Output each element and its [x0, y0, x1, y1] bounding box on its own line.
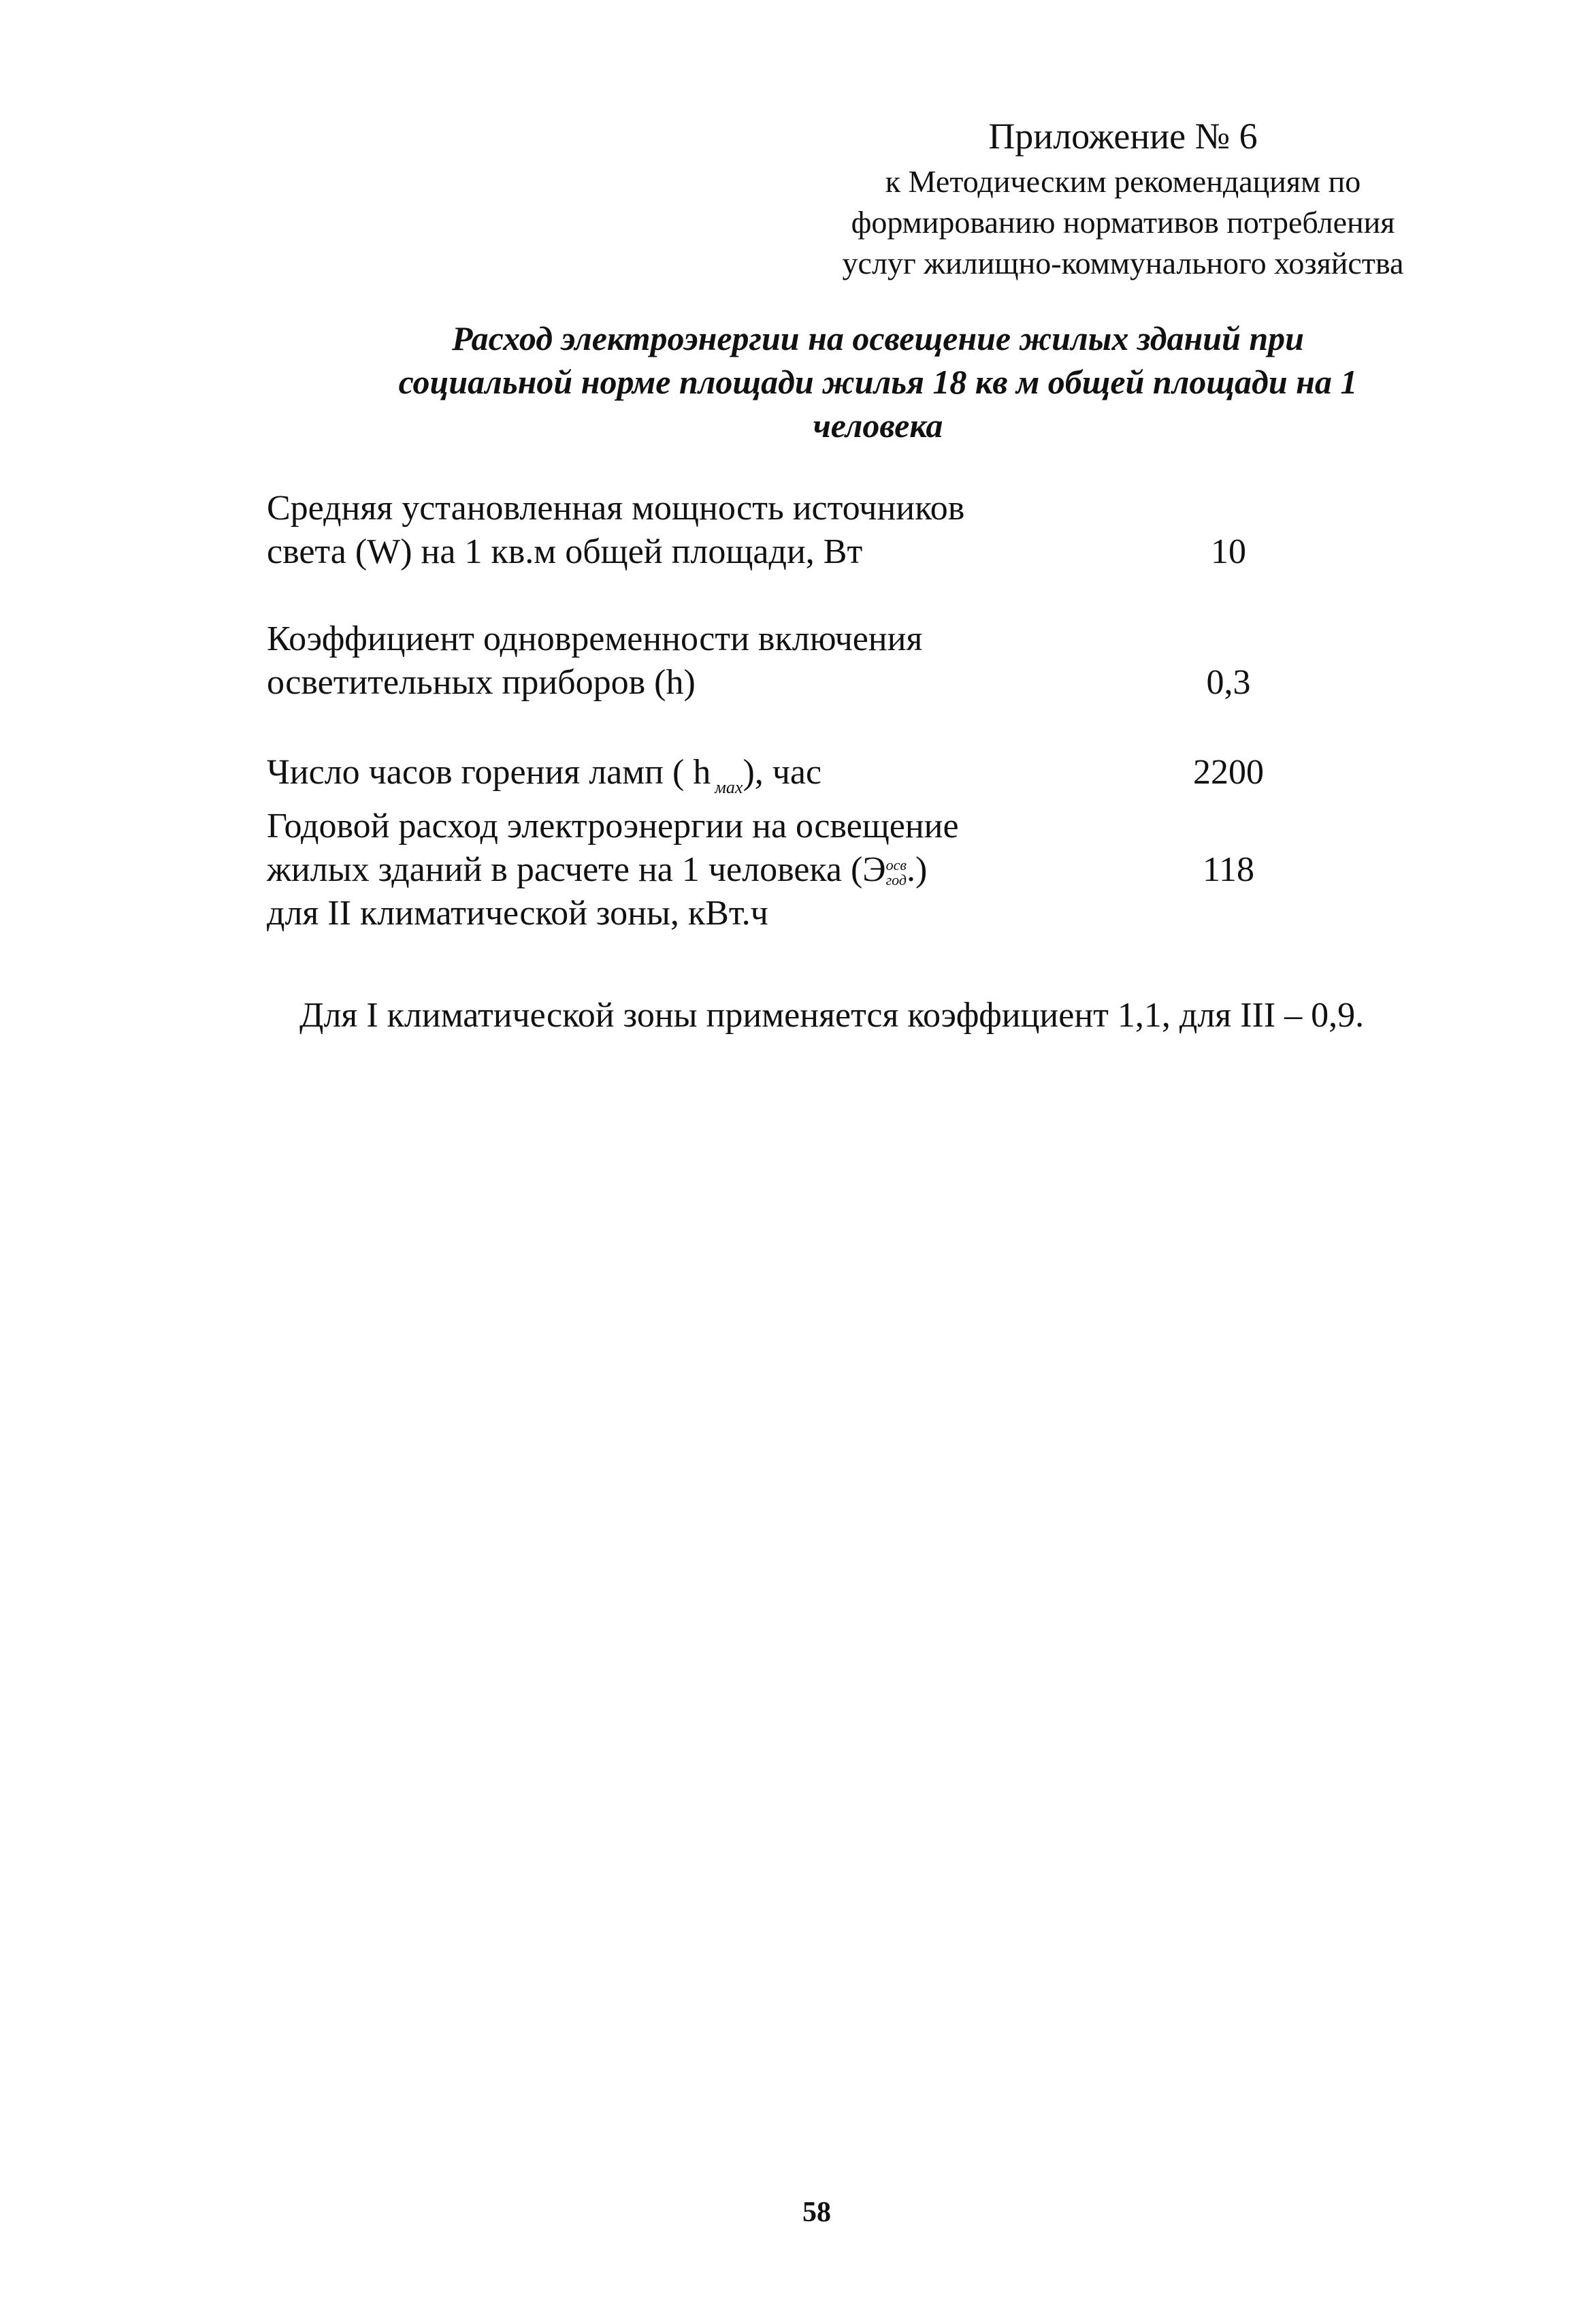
- annex-title: Приложение № 6: [988, 116, 1258, 157]
- param-4-line-2-before: жилых зданий в расчете на 1 человека (Э: [267, 850, 886, 889]
- document-heading: [286, 317, 1470, 447]
- param-2-line-2: осветительных приборов (h): [267, 663, 696, 702]
- param-burning-hours-value: 2200: [1193, 753, 1264, 792]
- param-4-line-2: [267, 848, 1152, 892]
- param-annual-consumption-value: 118: [1202, 850, 1255, 889]
- param-simultaneity-label: [267, 617, 1152, 705]
- param-3-text-after: ), час: [743, 753, 822, 792]
- heading-line-2: социальной норме площади жилья 18 кв м общей площади на 1: [398, 363, 1358, 401]
- param-4-sup-sub: [886, 858, 907, 888]
- param-3-text-before: Число часов горения ламп ( h: [267, 753, 711, 792]
- param-4-line-3: для II климатической зоны, кВт.ч: [267, 894, 768, 933]
- page-number: 58: [802, 2197, 831, 2228]
- annex-header: [803, 112, 1443, 284]
- param-4-line-2-after: .): [907, 850, 928, 889]
- annex-line-3: услуг жилищно-коммунального хозяйства: [842, 246, 1404, 280]
- param-annual-consumption-label: [267, 805, 1152, 935]
- param-installed-power-value: 10: [1211, 532, 1246, 571]
- param-4-line-1: Годовой расход электроэнергии на освещение: [267, 807, 959, 845]
- param-4-subscript: год: [885, 871, 907, 888]
- param-1-line-1: Средняя установленная мощность источников: [267, 489, 965, 528]
- heading-line-1: Расход электроэнергии на освещение жилых зданий при: [451, 319, 1304, 357]
- climate-zone-note: Для I климатической зоны применяется коэффициент 1,1, для III – 0,9.: [299, 996, 1365, 1035]
- param-simultaneity-value: 0,3: [1206, 663, 1251, 702]
- param-4-superscript: осв: [885, 856, 907, 873]
- heading-line-3: человека: [813, 406, 943, 445]
- annex-line-2: формированию нормативов потребления: [851, 205, 1395, 240]
- param-2-line-1: Коэффициент одновременности включения: [267, 619, 923, 658]
- param-burning-hours-label: [267, 751, 1152, 809]
- param-3-subscript: мах: [715, 777, 743, 797]
- param-1-line-2: света (W) на 1 кв.м общей площади, Вт: [267, 532, 863, 571]
- annex-line-1: к Методическим рекомендациям по: [885, 164, 1361, 199]
- param-installed-power-label: [267, 487, 1152, 574]
